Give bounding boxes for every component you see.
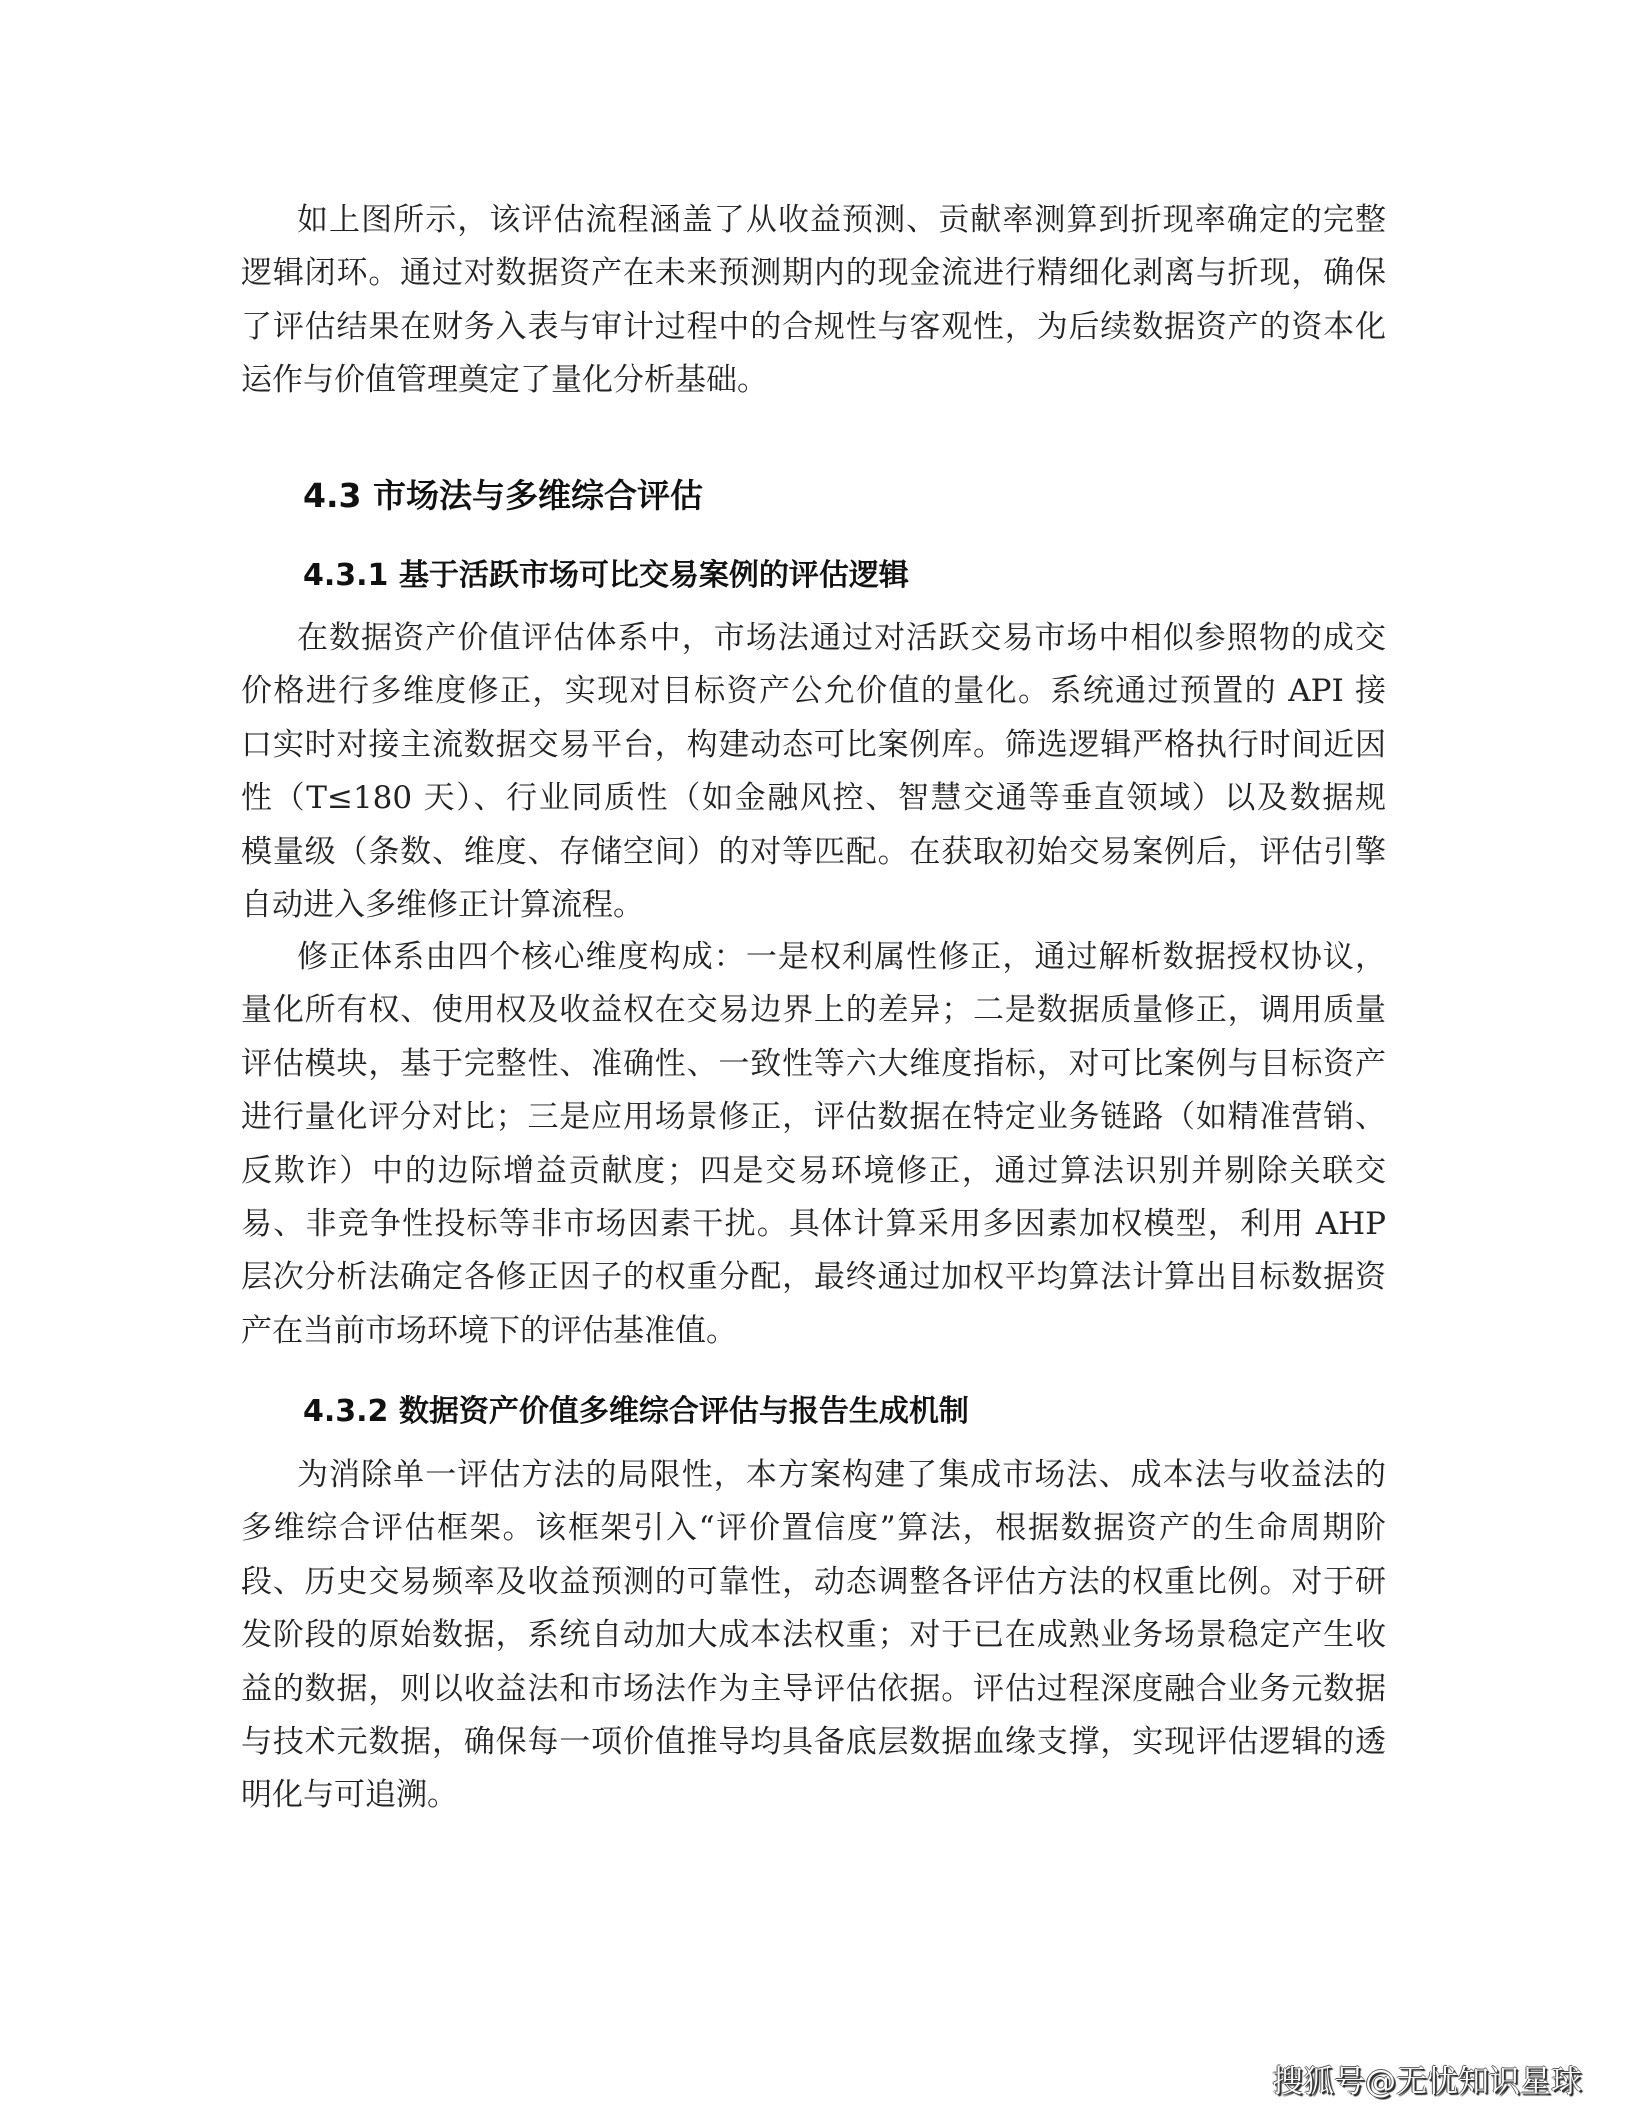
text-line: 段、历史交易频率及收益预测的可靠性，动态调整各评估方法的权重比例。对于研 <box>241 1563 1386 1600</box>
paragraph-market-method <box>241 612 1386 932</box>
text-line: 反欺诈）中的边际增益贡献度；四是交易环境修正，通过算法识别并剔除关联交 <box>241 1152 1386 1189</box>
watermark: 搜狐号@无忧知识星球 <box>1272 2064 1582 2100</box>
text-line: 易、非竞争性投标等非市场因素干扰。具体计算采用多因素加权模型，利用 AHP <box>241 1205 1386 1242</box>
text-line: 与技术元数据，确保每一项价值推导均具备底层数据血缘支撑，实现评估逻辑的透 <box>241 1723 1386 1760</box>
text-line: 如上图所示，该评估流程涵盖了从收益预测、贡献率测算到折现率确定的完整 <box>297 202 1386 238</box>
text-line: 评估模块，基于完整性、准确性、一致性等六大维度指标，对可比案例与目标资产 <box>241 1045 1386 1082</box>
text-line: 层次分析法确定各修正因子的权重分配，最终通过加权平均算法计算出目标数据资 <box>241 1259 1386 1296</box>
text-line: 明化与可追溯。 <box>241 1777 458 1814</box>
text-line: 逻辑闭环。通过对数据资产在未来预测期内的现金流进行精细化剥离与折现，确保 <box>241 255 1386 292</box>
paragraph-correction-system <box>241 931 1386 1358</box>
text-line: 修正体系由四个核心维度构成：一是权利属性修正，通过解析数据授权协议， <box>297 939 1386 975</box>
text-line: 模量级（条数、维度、存储空间）的对等匹配。在获取初始交易案例后，评估引擎 <box>241 833 1386 870</box>
text-line: 进行量化评分对比；三是应用场景修正，评估数据在特定业务链路（如精准营销、 <box>241 1099 1386 1136</box>
paragraph-intro <box>241 194 1386 408</box>
subsection-heading-4-3-2: 4.3.2 数据资产价值多维综合评估与报告生成机制 <box>303 1394 969 1429</box>
text-line: 运作与价值管理奠定了量化分析基础。 <box>241 362 768 399</box>
text-line: 了评估结果在财务入表与审计过程中的合规性与客观性，为后续数据资产的资本化 <box>241 308 1386 345</box>
text-line: 自动进入多维修正计算流程。 <box>241 886 644 923</box>
text-line: 量化所有权、使用权及收益权在交易边界上的差异；二是数据质量修正，调用质量 <box>241 992 1386 1029</box>
text-line: 性（T≤180 天）、行业同质性（如金融风控、智慧交通等垂直领域）以及数据规 <box>241 780 1386 817</box>
text-line: 发阶段的原始数据，系统自动加大成本法权重；对于已在成熟业务场景稳定产生收 <box>241 1617 1386 1654</box>
text-line: 在数据资产价值评估体系中，市场法通过对活跃交易市场中相似参照物的成交 <box>297 620 1386 656</box>
section-heading: 4.3 市场法与多维综合评估 <box>303 476 703 515</box>
text-line: 口实时对接主流数据交易平台，构建动态可比案例库。筛选逻辑严格执行时间近因 <box>241 726 1386 763</box>
paragraph-comprehensive-evaluation <box>241 1449 1386 1823</box>
subsection-heading-4-3-1: 4.3.1 基于活跃市场可比交易案例的评估逻辑 <box>303 558 909 593</box>
text-line: 为消除单一评估方法的局限性，本方案构建了集成市场法、成本法与收益法的 <box>297 1457 1386 1493</box>
text-line: 价格进行多维度修正，实现对目标资产公允价值的量化。系统通过预置的 API 接 <box>241 673 1386 710</box>
text-line: 多维综合评估框架。该框架引入“评价置信度”算法，根据数据资产的生命周期阶 <box>241 1510 1386 1547</box>
text-line: 产在当前市场环境下的评估基准值。 <box>241 1312 737 1349</box>
text-line: 益的数据，则以收益法和市场法作为主导评估依据。评估过程深度融合业务元数据 <box>241 1670 1386 1707</box>
